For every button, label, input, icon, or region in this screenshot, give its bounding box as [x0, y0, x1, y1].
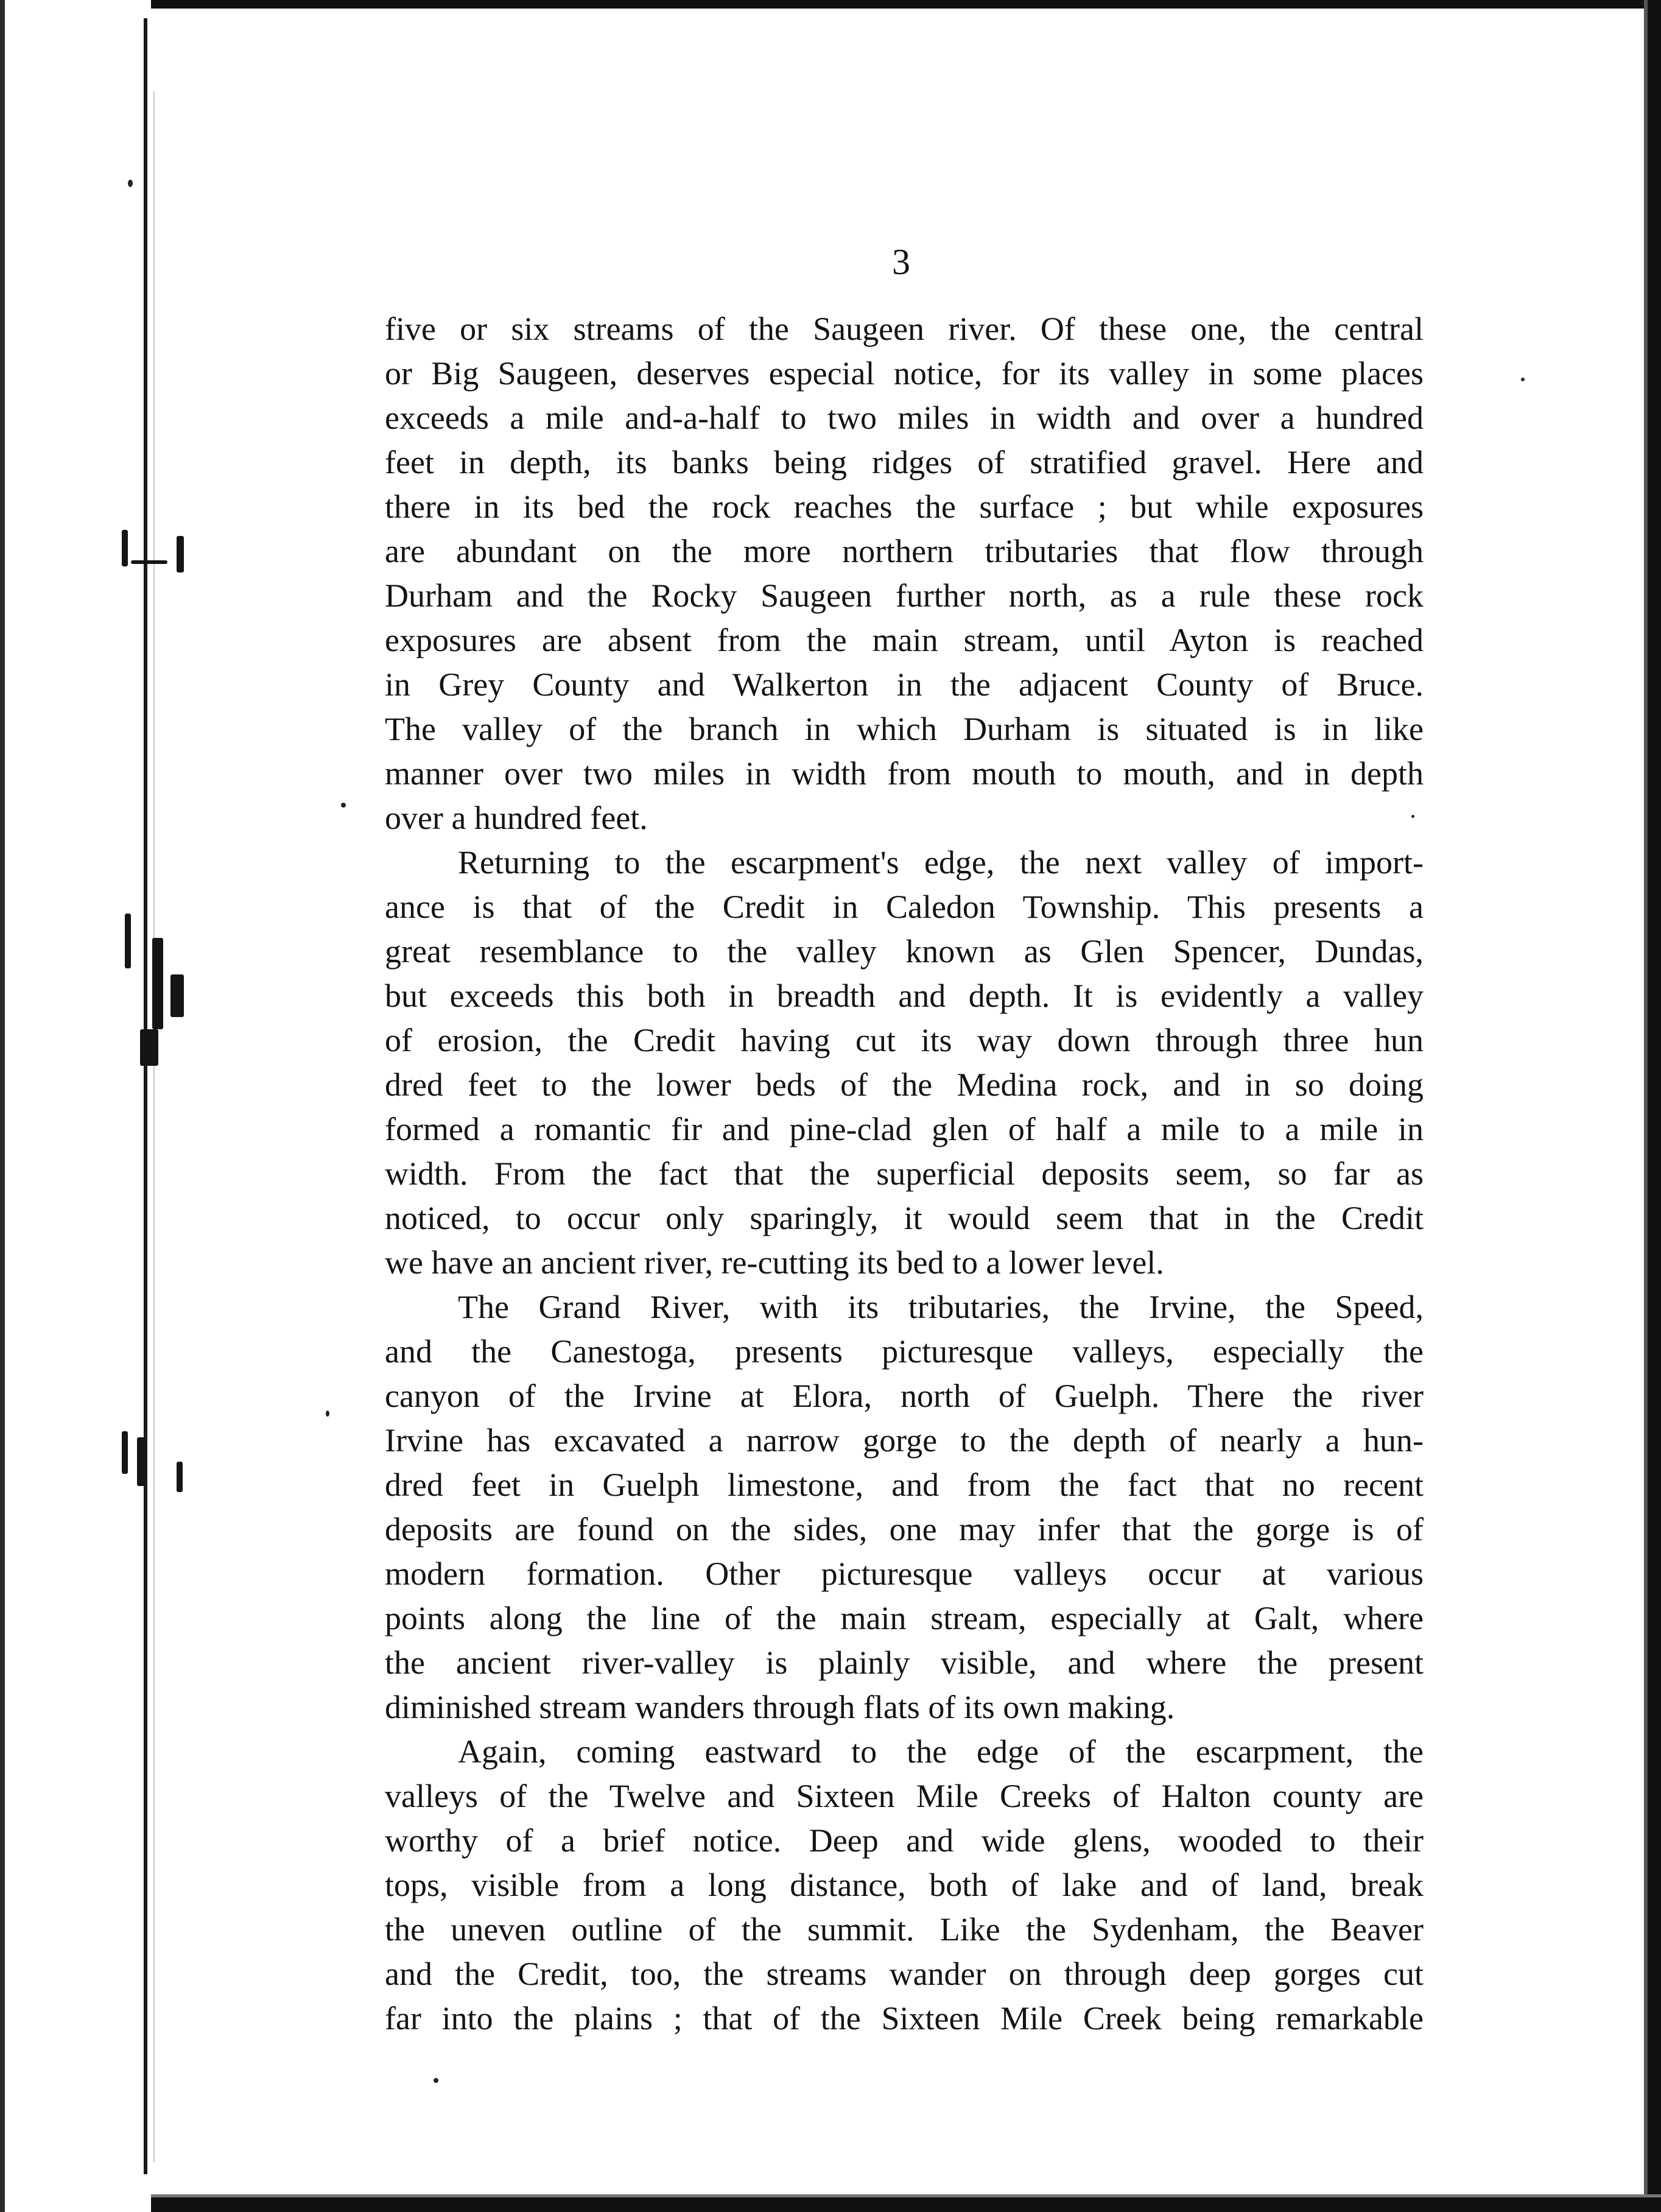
text-line: Irvine has excavated a narrow gorge to the depth of nearly a hun-	[385, 1422, 1424, 1459]
text-line: of erosion, the Credit having cut its way down through three hun	[385, 1022, 1424, 1058]
text-line: canyon of the Irvine at Elora, north of Guelph. There the river	[385, 1378, 1424, 1414]
text-line: dred feet to the lower beds of the Medina rock, and in so doing	[385, 1066, 1424, 1103]
scan-border-right	[1648, 0, 1661, 2212]
binding-stitch-mark	[125, 914, 131, 968]
binding-spine	[144, 18, 147, 2174]
text-line: diminished stream wanders through flats of its own making.	[385, 1689, 1175, 1725]
binding-stitch-mark	[137, 1437, 146, 1486]
page-number: 3	[892, 242, 910, 282]
scan-speck	[1521, 378, 1525, 381]
text-line: tops, visible from a long distance, both of lake and of land, break	[385, 1867, 1424, 1903]
text-line: The Grand River, with its tributaries, the Irvine, the Speed,	[458, 1289, 1424, 1325]
binding-stitch-mark	[177, 1462, 183, 1492]
text-line: Again, coming eastward to the edge of the escarpment, the	[458, 1733, 1424, 1770]
text-line: exposures are absent from the main stream, until Ayton is reached	[385, 622, 1424, 658]
binding-stitch-mark	[177, 536, 184, 572]
text-line: modern formation. Other picturesque valleys occur at various	[385, 1555, 1424, 1592]
scan-border-top	[0, 0, 1661, 9]
text-line: in Grey County and Walkerton in the adjacent County of Bruce.	[385, 666, 1424, 703]
gutter-margin	[5, 0, 151, 2212]
text-line: there in its bed the rock reaches the surface ; but while exposures	[385, 488, 1424, 525]
text-line: over a hundred feet.	[385, 800, 648, 836]
text-line: dred feet in Guelph limestone, and from the fact that no recent	[385, 1467, 1424, 1503]
scan-border-bottom	[0, 2197, 1661, 2212]
text-line: feet in depth, its banks being ridges of stratified gravel. Here and	[385, 444, 1424, 481]
text-line: we have an ancient river, re-cutting its bed to a lower level.	[385, 1244, 1164, 1281]
paragraph	[385, 840, 1424, 1285]
binding-stitch-mark	[131, 560, 167, 564]
text-line: ance is that of the Credit in Caledon Township. This presents a	[385, 889, 1424, 925]
text-line: noticed, to occur only sparingly, it would seem that in the Credit	[385, 1200, 1424, 1236]
text-line: are abundant on the more northern tributaries that flow through	[385, 533, 1424, 569]
text-line: the ancient river-valley is plainly visible, and where the present	[385, 1644, 1424, 1681]
binding-stitch-mark	[152, 938, 163, 1029]
text-line: The valley of the branch in which Durham is situated is in like	[385, 711, 1424, 747]
text-line: Returning to the escarpment's edge, the next valley of import-	[458, 844, 1424, 881]
scan-speck	[434, 2078, 438, 2083]
paragraph	[385, 307, 1424, 840]
text-line: manner over two miles in width from mouth to mouth, and in depth	[385, 755, 1424, 792]
text-line: worthy of a brief notice. Deep and wide glens, wooded to their	[385, 1822, 1424, 1859]
text-line: Durham and the Rocky Saugeen further north, as a rule these rock	[385, 577, 1424, 614]
scan-speck	[326, 1411, 329, 1417]
text-line: and the Credit, too, the streams wander on through deep gorges cut	[385, 1956, 1424, 1992]
text-line: far into the plains ; that of the Sixteen Mile Creek being remarkable	[385, 2000, 1424, 2037]
binding-stitch-mark	[122, 1431, 128, 1474]
text-line: or Big Saugeen, deserves especial notice, for its valley in some places	[385, 355, 1424, 392]
text-line: formed a romantic fir and pine-clad glen of half a mile to a mile in	[385, 1111, 1424, 1147]
text-line: the uneven outline of the summit. Like the Sydenham, the Beaver	[385, 1911, 1424, 1948]
body-text	[385, 307, 1424, 2041]
text-line: great resemblance to the valley known as Glen Spencer, Dundas,	[385, 933, 1424, 970]
scan-speck	[341, 803, 346, 808]
paragraph	[385, 1285, 1424, 1730]
scan-speck	[128, 180, 133, 187]
binding-stitch-mark	[140, 1029, 158, 1066]
text-line: width. From the fact that the superficial deposits seem, so far as	[385, 1155, 1424, 1192]
binding-spine-shadow	[153, 91, 155, 2162]
text-line: and the Canestoga, presents picturesque valleys, especially the	[385, 1333, 1424, 1370]
binding-stitch-mark	[170, 974, 184, 1017]
scan-border-left	[0, 0, 5, 2212]
text-line: but exceeds this both in breadth and depth. It is evidently a valley	[385, 977, 1424, 1014]
text-line: five or six streams of the Saugeen river. Of these one, the central	[385, 311, 1424, 347]
binding-stitch-mark	[122, 530, 128, 566]
text-line: deposits are found on the sides, one may infer that the gorge is of	[385, 1511, 1424, 1548]
text-line: exceeds a mile and-a-half to two miles in width and over a hundred	[385, 400, 1424, 436]
text-line: valleys of the Twelve and Sixteen Mile Creeks of Halton county are	[385, 1778, 1424, 1814]
text-line: points along the line of the main stream, especially at Galt, where	[385, 1600, 1424, 1636]
paragraph	[385, 1730, 1424, 2041]
